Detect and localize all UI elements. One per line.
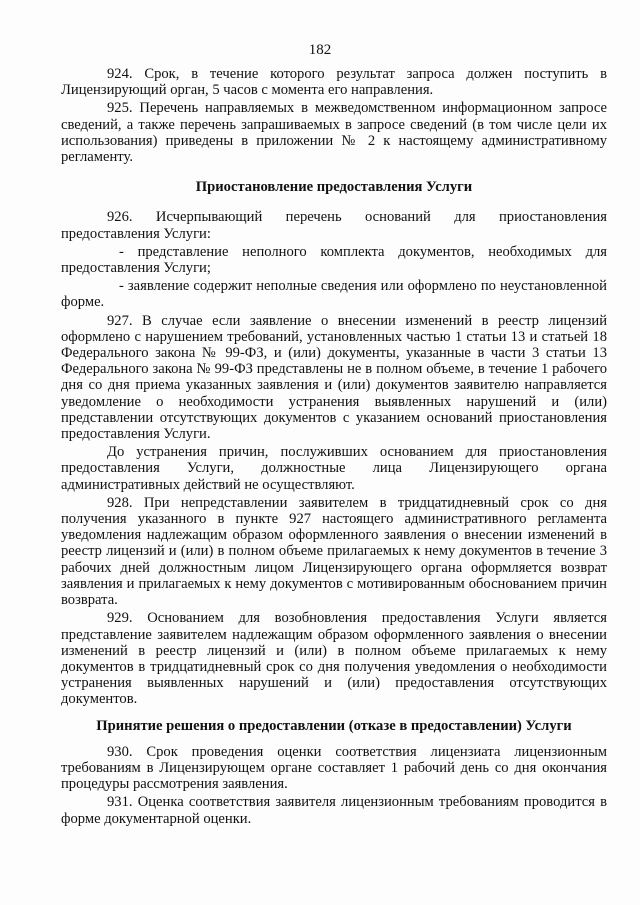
document-body	[61, 66, 607, 829]
list-item-incomplete-application: - заявление содержит неполные сведения или оформлено по неустановленной форме.	[61, 278, 607, 311]
paragraph-925: 925. Перечень направляемых в межведомственном информационном запросе сведений, а также перечень запрашиваемых в запросе сведений (в том числе цели их использования) приведены в приложении № 2 к настоящему административному регламенту.	[61, 100, 607, 166]
list-item-incomplete-documents: - представление неполного комплекта документов, необходимых для предоставления Услуги;	[61, 243, 607, 277]
paragraph-931: 931. Оценка соответствия заявителя лицензионным требованиям проводится в форме документарной оценки.	[61, 794, 607, 827]
page-number: 182	[308, 42, 332, 58]
paragraph-927-continuation: До устранения причин, послуживших основанием для приостановления предоставления Услуги, должностные лица Лицензирующего органа административных действий не осуществляют.	[61, 444, 607, 493]
section-heading-decision: Принятие решения о предоставлении (отказе в предоставлении) Услуги	[96, 717, 572, 734]
paragraph-930: 930. Срок проведения оценки соответствия лицензиата лицензионным требованиям в Лицензирующем органе составляет 1 рабочий день со дня окончания процедуры рассмотрения заявления.	[61, 743, 607, 793]
section-heading-suspension: Приостановление предоставления Услуги	[195, 179, 473, 196]
paragraph-928: 928. При непредставлении заявителем в тридцатидневный срок со дня получения указанного в пункте 927 настоящего административного регламента уведомления надлежащим образом оформленного заявления о внесении изменений в реестр лицензий и (или) в полном объеме прилагаемых к нему документов в течение 3 рабочих дней должностным лицом Лицензирующего органа оформляется возврат заявления и прилагаемых к нему документов с мотивированным обоснованием причин возврата.	[61, 494, 607, 609]
paragraph-929: 929. Основанием для возобновления предоставления Услуги является представление заявителем надлежащим образом оформленного заявления о внесении изменений в реестр лицензий и (или) в полном объеме прилагаемых к нему документов в тридцатидневный срок со дня получения уведомления о необходимости устранения выявленных нарушений и (или) предоставления отсутствующих документов.	[61, 610, 607, 708]
paragraph-926: 926. Исчерпывающий перечень оснований для приостановления предоставления Услуги:	[61, 209, 607, 242]
paragraph-927: 927. В случае если заявление о внесении изменений в реестр лицензий оформлено с нарушением требований, установленных частью 1 статьи 13 и статьей 18 Федерального закона № 99-ФЗ, и (или) документы, указанные в части 3 статьи 13 Федерального закона № 99-ФЗ представлены не в полном объеме, в течение 1 рабочего дня со дня приема указанных заявления и (или) документов заявителю направляется уведомление о необходимости устранения выявленных нарушений и (или) представлении отсутствующих документов с указанием оснований приостановления предоставления Услуги.	[61, 312, 607, 443]
paragraph-924: 924. Срок, в течение которого результат запроса должен поступить в Лицензирующий орган, 5 часов с момента его направления.	[61, 66, 607, 99]
